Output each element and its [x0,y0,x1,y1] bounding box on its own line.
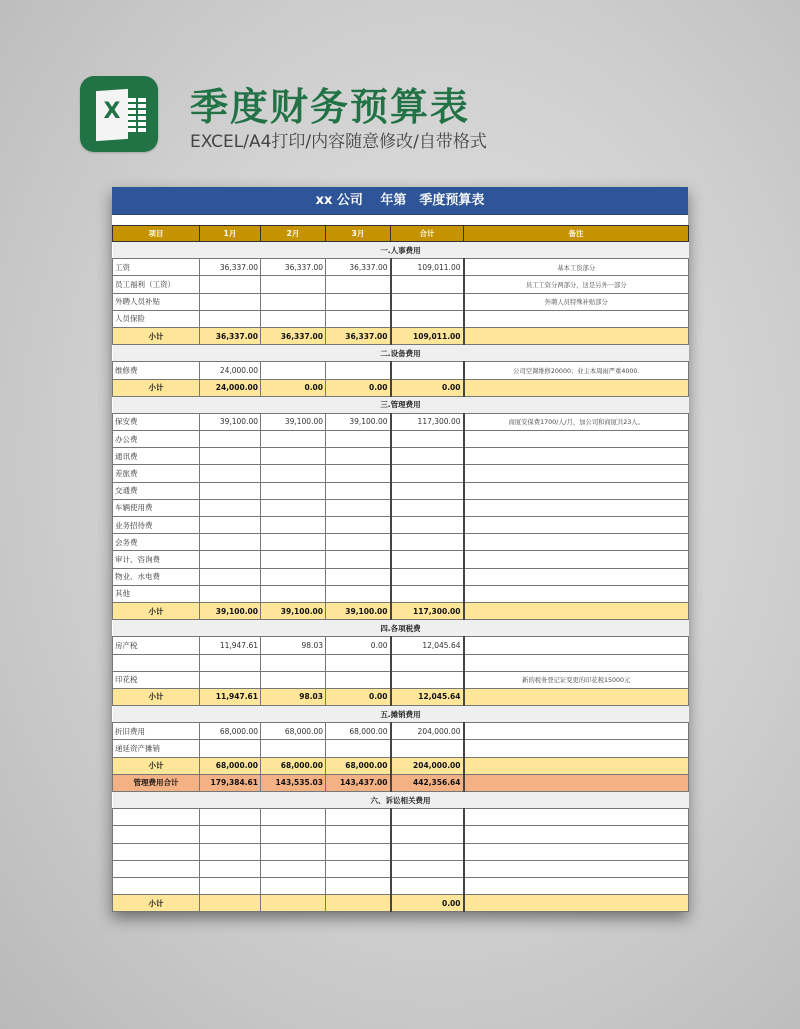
note-cell[interactable] [464,517,689,534]
item-cell[interactable]: 维修费 [113,362,200,379]
note-cell[interactable] [464,809,689,826]
item-cell[interactable] [113,654,200,671]
m2-cell[interactable] [261,877,326,894]
m2-cell[interactable] [261,671,326,688]
m1-cell[interactable] [200,465,261,482]
subtotal-m1[interactable]: 68,000.00 [200,757,261,774]
m3-cell[interactable] [326,843,391,860]
total-cell[interactable] [391,293,464,310]
m1-cell[interactable] [200,877,261,894]
m3-cell[interactable] [326,809,391,826]
total-cell[interactable] [391,310,464,327]
grand-total-m2[interactable]: 143,535.03 [261,774,326,791]
subtotal-m3[interactable] [326,895,391,912]
note-cell[interactable] [464,585,689,602]
m2-cell[interactable] [261,740,326,757]
col-header-m3[interactable]: 3月 [326,226,391,242]
subtotal-label[interactable]: 小计 [113,379,200,396]
m2-cell[interactable] [261,482,326,499]
m2-cell[interactable] [261,534,326,551]
m1-cell[interactable] [200,671,261,688]
m1-cell[interactable] [200,534,261,551]
m2-cell[interactable] [261,568,326,585]
m3-cell[interactable] [326,482,391,499]
subtotal-total[interactable]: 12,045.64 [391,688,464,705]
m1-cell[interactable]: 24,000.00 [200,362,261,379]
subtotal-note-cell[interactable] [464,757,689,774]
m3-cell[interactable] [326,654,391,671]
subtotal-m2[interactable]: 68,000.00 [261,757,326,774]
item-cell[interactable]: 房产税 [113,637,200,654]
table-row [113,431,689,448]
item-cell[interactable]: 保安费 [113,413,200,430]
m1-cell[interactable] [200,482,261,499]
m3-cell[interactable] [326,276,391,293]
m2-cell[interactable]: 98.03 [261,637,326,654]
subtotal-row [113,327,689,344]
table-row [113,860,689,877]
col-header-note[interactable]: 备注 [464,226,689,242]
m3-cell[interactable] [326,551,391,568]
total-cell[interactable] [391,568,464,585]
item-cell[interactable] [113,843,200,860]
total-cell[interactable] [391,585,464,602]
note-cell[interactable] [464,499,689,516]
m1-cell[interactable] [200,448,261,465]
subtotal-m1[interactable] [200,895,261,912]
item-cell[interactable] [113,809,200,826]
table-row [113,671,689,688]
m2-cell[interactable] [261,499,326,516]
m2-cell[interactable]: 36,337.00 [261,259,326,276]
table-row [113,293,689,310]
m1-cell[interactable] [200,568,261,585]
table-row [113,499,689,516]
m3-cell[interactable]: 0.00 [326,637,391,654]
subtotal-note-cell[interactable] [464,602,689,619]
subtotal-m2[interactable]: 39,100.00 [261,602,326,619]
table-row [113,551,689,568]
total-cell[interactable] [391,431,464,448]
item-cell[interactable]: 折旧费用 [113,723,200,740]
m3-cell[interactable] [326,310,391,327]
table-row [113,362,689,379]
item-cell[interactable]: 车辆使用费 [113,499,200,516]
subtotal-m3[interactable]: 0.00 [326,688,391,705]
m2-cell[interactable] [261,431,326,448]
section-title[interactable]: 二.设备费用 [113,345,689,362]
note-cell[interactable] [464,740,689,757]
m3-cell[interactable] [326,465,391,482]
note-cell[interactable] [464,568,689,585]
m3-cell[interactable] [326,671,391,688]
grand-total-note-cell[interactable] [464,774,689,791]
table-row [113,276,689,293]
subtotal-m2[interactable]: 36,337.00 [261,327,326,344]
sheet-title: xx 公司 年第 季度预算表 [112,187,688,215]
m1-cell[interactable] [200,860,261,877]
section-title[interactable]: 四.各项税费 [113,620,689,637]
m2-cell[interactable]: 68,000.00 [261,723,326,740]
table-row [113,448,689,465]
note-cell[interactable]: 新的税务登记证变更的印花税15000元 [464,671,689,688]
excel-grid-icon [128,98,146,132]
section-header-row [113,620,689,637]
section-header-row [113,792,689,809]
note-cell[interactable]: 商厦安保费1700/人/月，加公司和商厦共23人。 [464,413,689,430]
total-cell[interactable] [391,448,464,465]
item-cell[interactable]: 会务费 [113,534,200,551]
item-cell[interactable]: 办公费 [113,431,200,448]
total-cell[interactable] [391,826,464,843]
note-cell[interactable] [464,826,689,843]
section-header-row [113,345,689,362]
m2-cell[interactable] [261,448,326,465]
col-header-item[interactable]: 项目 [113,226,200,242]
item-cell[interactable]: 人员保险 [113,310,200,327]
table-row [113,843,689,860]
table-row [113,654,689,671]
total-cell[interactable] [391,877,464,894]
note-cell[interactable]: 基本工资部分 [464,259,689,276]
table-row [113,482,689,499]
page-title: 季度财务预算表 [190,85,471,129]
m3-cell[interactable] [326,362,391,379]
table-row [113,877,689,894]
m3-cell[interactable] [326,860,391,877]
section-title[interactable]: 三.管理费用 [113,396,689,413]
m1-cell[interactable]: 39,100.00 [200,413,261,430]
table-row [113,259,689,276]
subtotal-m2[interactable]: 0.00 [261,379,326,396]
table-row [113,723,689,740]
m2-cell[interactable] [261,654,326,671]
table-row [113,413,689,430]
table-row [113,465,689,482]
note-cell[interactable] [464,310,689,327]
subtotal-label[interactable]: 小计 [113,757,200,774]
m1-cell[interactable] [200,499,261,516]
section-title[interactable]: 一.人事费用 [113,242,689,259]
m3-cell[interactable] [326,431,391,448]
subtotal-label[interactable]: 小计 [113,327,200,344]
item-cell[interactable]: 差旅费 [113,465,200,482]
m2-cell[interactable] [261,809,326,826]
total-cell[interactable]: 109,011.00 [391,259,464,276]
m3-cell[interactable]: 68,000.00 [326,723,391,740]
subtotal-total[interactable]: 0.00 [391,379,464,396]
m3-cell[interactable] [326,585,391,602]
item-cell[interactable]: 其他 [113,585,200,602]
subtotal-m1[interactable]: 36,337.00 [200,327,261,344]
total-cell[interactable] [391,362,464,379]
m1-cell[interactable] [200,826,261,843]
m3-cell[interactable] [326,448,391,465]
m3-cell[interactable] [326,826,391,843]
m1-cell[interactable] [200,740,261,757]
subtotal-m1[interactable]: 39,100.00 [200,602,261,619]
m2-cell[interactable] [261,585,326,602]
subtotal-note-cell[interactable] [464,379,689,396]
grand-total-label[interactable]: 管理费用合计 [113,774,200,791]
excel-icon [80,76,158,152]
note-cell[interactable]: 公司空调维修20000；业主本周雨严重4000. [464,362,689,379]
grand-total-m1[interactable]: 179,384.61 [200,774,261,791]
subtotal-total[interactable]: 204,000.00 [391,757,464,774]
subtotal-m2[interactable]: 98.03 [261,688,326,705]
subtotal-row [113,895,689,912]
total-cell[interactable] [391,465,464,482]
grand-total-m3[interactable]: 143,437.00 [326,774,391,791]
total-cell[interactable]: 204,000.00 [391,723,464,740]
subtotal-row [113,379,689,396]
item-cell[interactable]: 物业、水电费 [113,568,200,585]
table-row [113,534,689,551]
subtotal-m3[interactable]: 39,100.00 [326,602,391,619]
subtotal-note-cell[interactable] [464,327,689,344]
table-row [113,740,689,757]
m3-cell[interactable] [326,877,391,894]
subtotal-m1[interactable]: 24,000.00 [200,379,261,396]
m1-cell[interactable] [200,310,261,327]
table-row [113,637,689,654]
m2-cell[interactable]: 39,100.00 [261,413,326,430]
note-cell[interactable] [464,637,689,654]
total-cell[interactable] [391,517,464,534]
note-cell[interactable] [464,431,689,448]
m1-cell[interactable] [200,517,261,534]
total-cell[interactable] [391,551,464,568]
table-row [113,310,689,327]
spacer-row [112,215,688,225]
m2-cell[interactable] [261,517,326,534]
note-cell[interactable] [464,448,689,465]
total-cell[interactable]: 117,300.00 [391,413,464,430]
note-cell[interactable] [464,860,689,877]
m3-cell[interactable] [326,740,391,757]
m3-cell[interactable] [326,293,391,310]
subtotal-m1[interactable]: 11,947.61 [200,688,261,705]
m2-cell[interactable] [261,362,326,379]
m3-cell[interactable]: 36,337.00 [326,259,391,276]
m1-cell[interactable] [200,654,261,671]
m2-cell[interactable] [261,860,326,877]
total-cell[interactable] [391,654,464,671]
subtotal-row [113,757,689,774]
m2-cell[interactable] [261,551,326,568]
m1-cell[interactable] [200,431,261,448]
m3-cell[interactable]: 39,100.00 [326,413,391,430]
section-header-row [113,396,689,413]
col-header-total[interactable]: 合计 [391,226,464,242]
subtotal-label[interactable]: 小计 [113,895,200,912]
m2-cell[interactable] [261,293,326,310]
excel-letter: X [103,99,121,124]
section-title[interactable]: 六、诉讼相关费用 [113,792,689,809]
note-cell[interactable] [464,465,689,482]
item-cell[interactable] [113,860,200,877]
total-cell[interactable] [391,740,464,757]
m2-cell[interactable] [261,826,326,843]
note-cell[interactable] [464,534,689,551]
m1-cell[interactable] [200,276,261,293]
subtotal-row [113,602,689,619]
item-cell[interactable]: 印花税 [113,671,200,688]
m2-cell[interactable] [261,843,326,860]
total-cell[interactable] [391,499,464,516]
column-header-row [113,226,689,242]
note-cell[interactable] [464,482,689,499]
total-cell[interactable] [391,860,464,877]
budget-table [112,225,689,912]
note-cell[interactable] [464,843,689,860]
total-cell[interactable] [391,809,464,826]
m2-cell[interactable] [261,465,326,482]
item-cell[interactable]: 交通费 [113,482,200,499]
m3-cell[interactable] [326,517,391,534]
subtotal-m3[interactable]: 0.00 [326,379,391,396]
note-cell[interactable]: 外聘人员特殊补贴部分 [464,293,689,310]
section-title[interactable]: 五.摊销费用 [113,706,689,723]
section-header-row [113,242,689,259]
subtotal-label[interactable]: 小计 [113,688,200,705]
m1-cell[interactable]: 68,000.00 [200,723,261,740]
grand-total-row [113,774,689,791]
m1-cell[interactable]: 36,337.00 [200,259,261,276]
m2-cell[interactable] [261,276,326,293]
subtotal-m2[interactable] [261,895,326,912]
total-cell[interactable] [391,671,464,688]
subtotal-total[interactable]: 117,300.00 [391,602,464,619]
total-cell[interactable] [391,276,464,293]
item-cell[interactable] [113,826,200,843]
note-cell[interactable] [464,877,689,894]
col-header-m2[interactable]: 2月 [261,226,326,242]
table-row [113,568,689,585]
total-cell[interactable]: 12,045.64 [391,637,464,654]
table-row [113,585,689,602]
note-cell[interactable] [464,654,689,671]
subtotal-total[interactable]: 109,011.00 [391,327,464,344]
note-cell[interactable]: 员工工资分两部分，这是另外一部分 [464,276,689,293]
item-cell[interactable]: 员工福利（工资） [113,276,200,293]
m2-cell[interactable] [261,310,326,327]
m3-cell[interactable] [326,499,391,516]
note-cell[interactable] [464,723,689,740]
item-cell[interactable]: 通讯费 [113,448,200,465]
grand-total-total[interactable]: 442,356.64 [391,774,464,791]
table-row [113,826,689,843]
subtotal-total[interactable]: 0.00 [391,895,464,912]
total-cell[interactable] [391,843,464,860]
m3-cell[interactable] [326,568,391,585]
page-subtitle: EXCEL/A4打印/内容随意修改/自带格式 [190,132,487,152]
m1-cell[interactable] [200,843,261,860]
subtotal-m3[interactable]: 68,000.00 [326,757,391,774]
note-cell[interactable] [464,551,689,568]
subtotal-note-cell[interactable] [464,688,689,705]
item-cell[interactable]: 工资 [113,259,200,276]
item-cell[interactable]: 业务招待费 [113,517,200,534]
m1-cell[interactable] [200,551,261,568]
table-row [113,517,689,534]
subtotal-m3[interactable]: 36,337.00 [326,327,391,344]
subtotal-note-cell[interactable] [464,895,689,912]
item-cell[interactable] [113,877,200,894]
item-cell[interactable]: 递延资产摊销 [113,740,200,757]
total-cell[interactable] [391,482,464,499]
table-row [113,809,689,826]
budget-sheet [112,187,688,912]
m1-cell[interactable] [200,809,261,826]
m1-cell[interactable] [200,585,261,602]
m1-cell[interactable] [200,293,261,310]
subtotal-label[interactable]: 小计 [113,602,200,619]
total-cell[interactable] [391,534,464,551]
m1-cell[interactable]: 11,947.61 [200,637,261,654]
subtotal-row [113,688,689,705]
m3-cell[interactable] [326,534,391,551]
col-header-m1[interactable]: 1月 [200,226,261,242]
section-header-row [113,706,689,723]
item-cell[interactable]: 外聘人员补贴 [113,293,200,310]
item-cell[interactable]: 审计、咨询费 [113,551,200,568]
